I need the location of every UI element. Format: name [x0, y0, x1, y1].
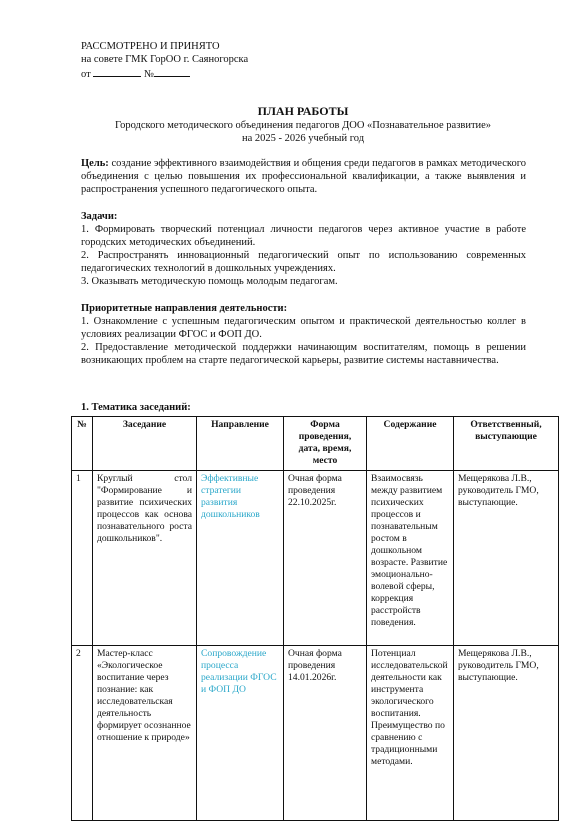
priority-item: 1. Ознакомление с успешным педагогическим опытом и практической деятельностью коллег в условиях реализации ФГОС и ФОП ДО.	[81, 316, 526, 340]
approval-line-2: на совете ГМК ГорОО г. Саяногорска	[81, 54, 249, 65]
task-item: 1. Формировать творческий потенциал личности педагогов через активное участие в работе городских методических объединений.	[81, 224, 526, 248]
header-direction: Направление	[197, 417, 284, 471]
priority-item: 2. Предоставление методической поддержки начинающим воспитателям, помощь в решении возникающих проблем на старте педагогической карьеры, развитие системы наставничества.	[81, 342, 526, 366]
goal-text: создание эффективного взаимодействия и общения среди педагогов в рамках методического объединения с целью повышения их профессиональной квалификации, а также выявления и распространения успешного педагогического опыта.	[81, 158, 526, 195]
approval-line-3	[81, 66, 381, 79]
row-meeting: Мастер-класс «Экологическое воспитание через познание: как исследовательская деятельность формирует осознанное отношение к природе»	[93, 646, 197, 821]
table-row	[72, 471, 559, 646]
row-responsible: Мещерякова Л.В., руководитель ГМО, выступающие.	[454, 646, 559, 821]
row-content: Потенциал исследовательской деятельности как инструмента экологического воспитания. Преимущество по сравнению с традиционными методами.	[367, 646, 454, 821]
header-responsible: Ответственный, выступающие	[454, 417, 559, 471]
table-heading: 1. Тематика заседаний:	[81, 402, 191, 413]
number-blank-line	[154, 66, 190, 77]
header-number: №	[72, 417, 93, 471]
approval-block	[81, 40, 381, 79]
row-meeting: Круглый стол "Формирование и развитие психических процессов как основа познавательного роста дошкольников".	[93, 471, 197, 646]
goal-label: Цель:	[81, 158, 109, 169]
page-title: ПЛАН РАБОТЫ	[257, 104, 349, 118]
priorities-label: Приоритетные направления деятельности:	[81, 303, 288, 314]
title-block	[70, 104, 536, 145]
priorities-section	[81, 302, 526, 367]
meetings-table	[71, 416, 559, 821]
task-item: 2. Распространять инновационный педагогический опыт по использованию современных педагогических технологий в дошкольных учреждениях.	[81, 250, 526, 274]
goal-section	[81, 157, 526, 196]
table-row	[72, 646, 559, 821]
approval-number-label: №	[143, 69, 154, 80]
page-subtitle-1: Городского методического объединения педагогов ДОО «Познавательное развитие»	[114, 120, 492, 131]
row-number: 1	[72, 471, 93, 646]
row-direction-link[interactable]: Сопровождение процесса реализации ФГОС и ФОП ДО	[197, 646, 284, 821]
approval-from-label: от	[81, 69, 91, 80]
header-content: Содержание	[367, 417, 454, 471]
tasks-label: Задачи:	[81, 211, 118, 222]
tasks-section	[81, 210, 526, 288]
task-item: 3. Оказывать методическую помощь молодым педагогам.	[81, 276, 338, 287]
approval-line-1: РАССМОТРЕНО И ПРИНЯТО	[81, 41, 220, 52]
header-form: Форма проведения, дата, время, место	[284, 417, 367, 471]
table-header-row	[72, 417, 559, 471]
header-meeting: Заседание	[93, 417, 197, 471]
row-content: Взаимосвязь между развитием психических процессов и познавательным ростом в дошкольном возрасте. Развитие эмоционально-волевой сферы, коррекция расстройств поведения.	[367, 471, 454, 646]
date-blank-line	[93, 66, 141, 77]
row-form: Очная форма проведения 22.10.2025г.	[284, 471, 367, 646]
row-direction-link[interactable]: Эффективные стратегии развития дошкольников	[197, 471, 284, 646]
row-number: 2	[72, 646, 93, 821]
row-form: Очная форма проведения 14.01.2026г.	[284, 646, 367, 821]
page-subtitle-2: на 2025 - 2026 учебный год	[241, 133, 365, 144]
row-responsible: Мещерякова Л.В., руководитель ГМО, выступающие.	[454, 471, 559, 646]
